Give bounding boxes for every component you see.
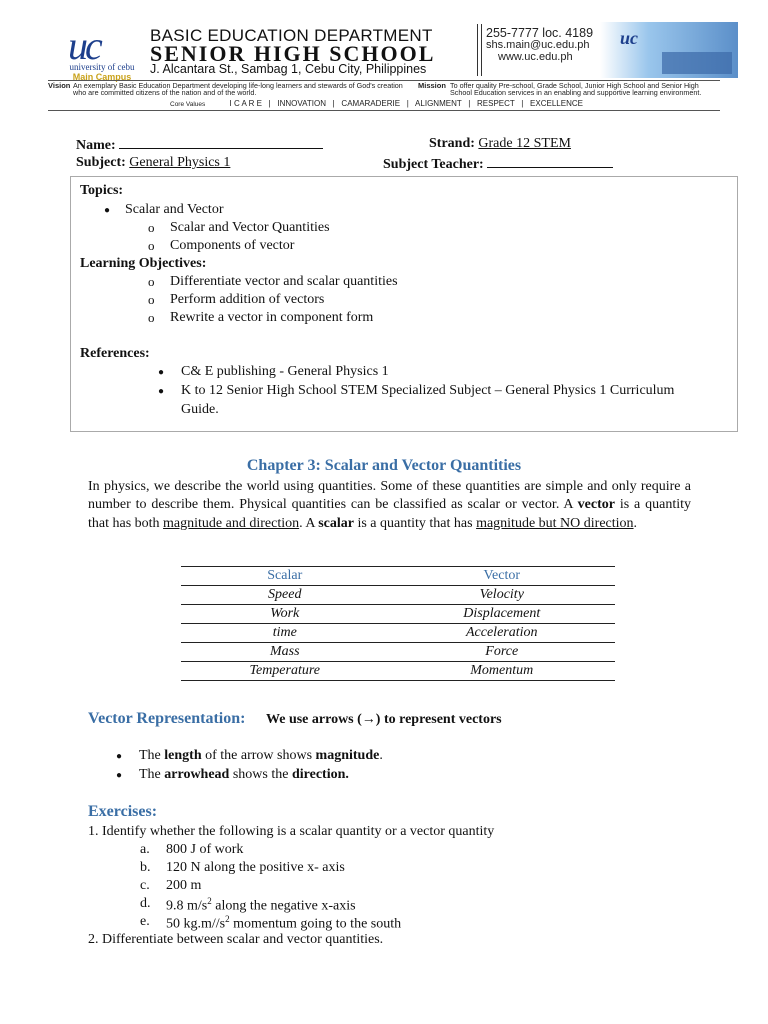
- subject-label: Subject:: [76, 155, 126, 170]
- strand-field: [429, 136, 571, 152]
- topics-heading: Topics:: [80, 183, 124, 198]
- header-divider: [477, 24, 482, 76]
- circle-bullet-icon: o: [148, 292, 155, 307]
- exercise-item-e: 50 $kg.m//s^2$ momentum going to the south: [166, 914, 402, 932]
- vector-representation-note: We use arrows (→) to represent vectors: [266, 712, 502, 727]
- table-cell: Force: [389, 643, 616, 662]
- table-header-vector: Vector: [389, 567, 616, 586]
- chapter-title: Chapter 3: Scalar and Vector Quantities: [246, 457, 522, 474]
- exercise-item-a: 800 J of work: [166, 842, 244, 857]
- teacher-blank[interactable]: [487, 155, 613, 168]
- email-address: shs.main@uc.edu.ph: [486, 39, 590, 51]
- table-row: [181, 662, 615, 681]
- banner-logo: uc: [620, 28, 638, 48]
- vector-rep-bullet-2: The arrowhead shows the direction.: [139, 767, 349, 782]
- phone-number: 255-7777 loc. 4189: [486, 26, 594, 40]
- strand-label: Strand:: [429, 136, 475, 151]
- topic-sub-1: Scalar and Vector Quantities: [170, 220, 330, 235]
- vision-label: Vision: [48, 81, 71, 90]
- reference-2-cont: Guide.: [181, 402, 219, 417]
- teacher-field: [383, 155, 613, 173]
- uc-logo-mark: uc: [68, 23, 100, 68]
- exercises-heading: Exercises:: [88, 803, 158, 820]
- circle-bullet-icon: o: [148, 238, 155, 253]
- table-cell: time: [181, 624, 389, 643]
- campus-building-image: [662, 52, 732, 74]
- uc-logo-university: university of cebu: [69, 62, 135, 72]
- table-cell: Momentum: [389, 662, 616, 681]
- topic-sub-2: Components of vector: [170, 238, 295, 253]
- reference-2: K to 12 Senior High School STEM Specialized Subject – General Physics 1 Curriculum: [181, 383, 675, 398]
- school-title: SENIOR HIGH SCHOOL: [150, 41, 436, 66]
- exercise-question-1: 1. Identify whether the following is a scalar quantity or a vector quantity: [88, 824, 495, 839]
- circle-bullet-icon: o: [148, 310, 155, 325]
- table-cell: Mass: [181, 643, 389, 662]
- bullet-icon: ●: [104, 205, 111, 216]
- name-label: Name:: [76, 138, 116, 153]
- circle-bullet-icon: o: [148, 274, 155, 289]
- vector-rep-bullet-1: The length of the arrow shows magnitude.: [139, 748, 383, 763]
- objective-3: Rewrite a vector in component form: [170, 310, 374, 325]
- mission-text: To offer quality Pre-school, Grade School, Junior High School and Senior High School Education services in an enabling and supportive learning environment.: [450, 81, 702, 97]
- circle-bullet-icon: o: [148, 220, 155, 235]
- website-address: www.uc.edu.ph: [498, 51, 573, 63]
- item-letter: e.: [140, 914, 150, 929]
- objective-1: Differentiate vector and scalar quantities: [170, 274, 398, 289]
- references-heading: References:: [80, 346, 150, 361]
- contact-block: [486, 27, 593, 63]
- strand-value: Grade 12 STEM: [478, 136, 571, 151]
- mission-label: Mission: [418, 81, 446, 90]
- core-values-list: I C A R E | INNOVATION | CAMARADERIE | ALIGNMENT | RESPECT | EXCELLENCE: [229, 99, 583, 108]
- objective-2: Perform addition of vectors: [170, 292, 325, 307]
- bullet-icon: ●: [116, 770, 123, 781]
- table-header-scalar: Scalar: [181, 567, 389, 586]
- school-address: J. Alcantara St., Sambag 1, Cebu City, Philippines: [150, 62, 427, 76]
- core-values: [170, 99, 583, 108]
- table-row: [181, 605, 615, 624]
- core-values-label: Core Values: [170, 101, 206, 108]
- table-cell: Speed: [181, 586, 389, 605]
- letterhead: [0, 0, 768, 118]
- teacher-label: Subject Teacher:: [383, 157, 484, 172]
- bullet-icon: ●: [158, 386, 165, 397]
- header-rule-bottom: [48, 110, 720, 111]
- vector-representation-heading: Vector Representation:: [88, 710, 246, 727]
- intro-paragraph: In physics, we describe the world using quantities. Some of these quantities are simple and only require a number to describe them. Physical quantities can be classified as scalar or vector. A vector is a quantity that has both magnitude and direction. A scalar is a quantity that has magnitude but NO direction.: [88, 479, 692, 531]
- table-row: [181, 643, 615, 662]
- topic-main: Scalar and Vector: [125, 202, 224, 217]
- uc-logo: [60, 23, 144, 82]
- exercise-item-c: 200 m: [166, 878, 202, 893]
- bullet-icon: ●: [116, 751, 123, 762]
- exercise-item-d: 9.8 $m/s^2$ along the negative x-axis: [166, 896, 356, 914]
- subject-value: General Physics 1: [129, 155, 231, 170]
- uc-logo-campus: Main Campus: [72, 72, 132, 82]
- department-title: BASIC EDUCATION DEPARTMENT: [150, 26, 433, 45]
- bullet-icon: ●: [158, 367, 165, 378]
- item-letter: c.: [140, 878, 150, 893]
- scalar-vector-table: [181, 566, 615, 681]
- item-letter: d.: [140, 896, 151, 911]
- table-cell: Temperature: [181, 662, 389, 681]
- table-cell: Acceleration: [389, 624, 616, 643]
- table-row: [181, 586, 615, 605]
- name-field: [76, 136, 323, 154]
- campus-banner: [600, 22, 738, 78]
- objectives-heading: Learning Objectives:: [80, 256, 207, 271]
- table-cell: Displacement: [389, 605, 616, 624]
- reference-1: C& E publishing - General Physics 1: [181, 364, 389, 379]
- exercise-question-2: 2. Differentiate between scalar and vector quantities.: [88, 932, 384, 947]
- table-header-row: [181, 567, 615, 586]
- vision-text: An exemplary Basic Education Department developing life-long learners and stewards of God's creation who are committed citizens of the nation and of the world.: [73, 81, 403, 97]
- table-cell: Work: [181, 605, 389, 624]
- item-letter: b.: [140, 860, 151, 875]
- subject-field: [76, 155, 230, 171]
- name-blank[interactable]: [119, 136, 323, 149]
- exercise-item-b: 120 N along the positive x- axis: [166, 860, 345, 875]
- table-cell: Velocity: [389, 586, 616, 605]
- item-letter: a.: [140, 842, 150, 857]
- table-row: [181, 624, 615, 643]
